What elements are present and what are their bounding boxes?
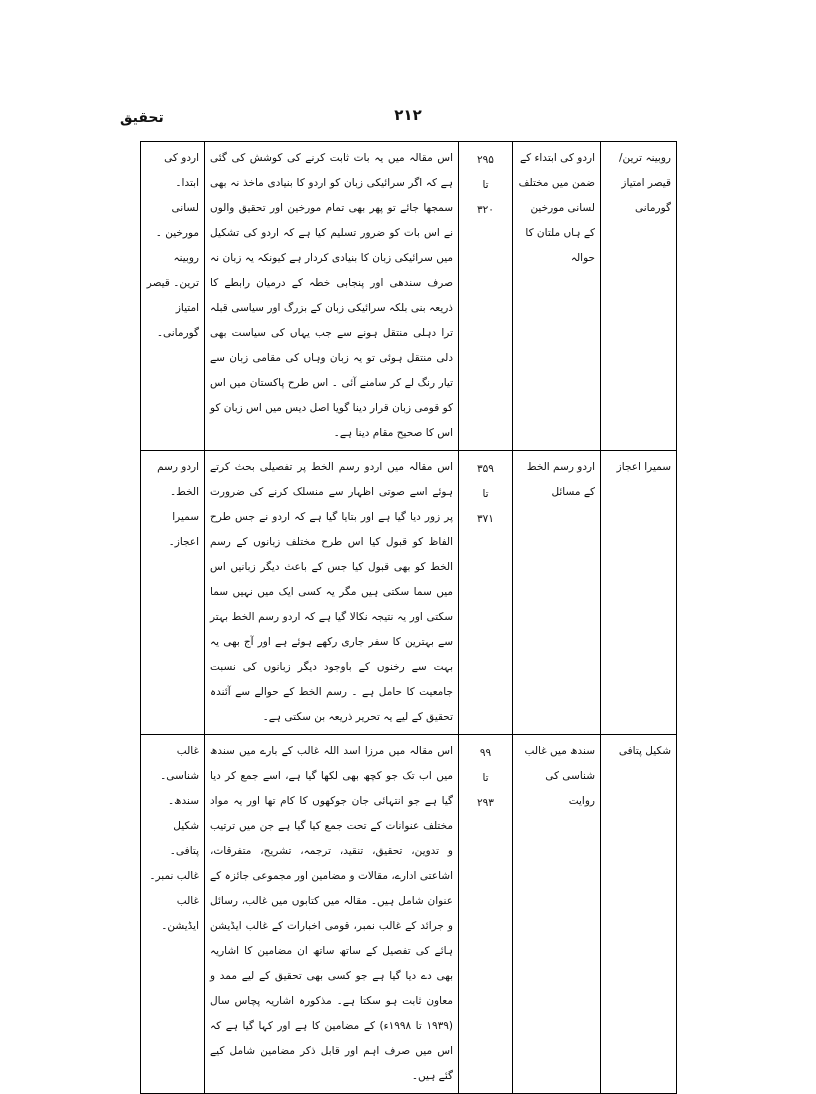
- page-range-separator: تا: [482, 179, 489, 191]
- page-range-cell: [459, 735, 513, 1094]
- page-start: ۹۹: [479, 747, 492, 759]
- author-cell: سمیرا اعجاز: [601, 451, 677, 735]
- page-end: ۲۹۳: [477, 797, 494, 809]
- journal-name: تحقیق: [120, 110, 164, 126]
- page-range-separator: تا: [482, 772, 489, 784]
- article-catalog-table: [140, 141, 677, 1094]
- summary-cell: اس مقالہ میں یہ بات ثابت کرنے کی کوشش کی گئی ہے کہ اگر سرائیکی زبان کو اردو کا بنیادی ماخذ نہ بھی سمجھا جائے تو پھر بھی تمام مورخین اور تحقیق والوں نے اس بات کو ضرور تسلیم کیا ہے کہ اردو کی تشکیل میں سرائیکی زبان کا بنیادی کردار ہے کیونکہ یہ زبان نہ صرف سندھی اور پنجابی خطہ کے درمیان رابطے کا ذریعہ بنی بلکہ سرائیکی زبان کے بزرگ اور سیاسی قبلہ ترا دہلی منتقل ہونے سے جب یہاں کی سیاست بھی دلی منتقل ہوئی تو یہ زبان وہاں کی مقامی زبان سے تیار رنگ لے کر سامنے آئی ۔ اس طرح پاکستان میں اس کو قومی زبان قرار دینا گویا اصل دیس میں اس زبان کو اس کا صحیح مقام دینا ہے۔: [205, 142, 459, 451]
- author-cell: روبینہ ترین/قیصر امتیاز گورمانی: [601, 142, 677, 451]
- summary-cell: اس مقالہ میں مرزا اسد اللہ غالب کے بارے میں سندھ میں اب تک جو کچھ بھی لکھا گیا ہے، اسے جمع کر دیا گیا ہے جو انتہائی جان جوکھوں کا کام تھا اور یہ مواد مختلف عنوانات کے تحت جمع کیا گیا ہے جن میں ترتیب و تدوین، تحقیق، تنقید، ترجمہ، تشریح، متفرقات، اشاعتی ادارے، مقالات و مضامین اور مجموعی جائزہ کے عنوان شامل ہیں۔ مقالہ میں کتابوں میں غالب، رسائل و جرائد کے غالب نمبر، قومی اخبارات کے غالب ایڈیشن ہائے کی تفصیل کے ساتھ ساتھ ان مضامین کا اشاریہ بھی دے دیا گیا ہے جو کسی بھی تحقیق کے لیے ممد و معاون ثابت ہو سکتا ہے۔ مذکورہ اشاریہ پچاس سال (۱۹۳۹ تا ۱۹۹۸ء) کے مضامین کا ہے اور کہا گیا ہے کہ اس میں صرف اہم اور قابل ذکر مضامین شامل کیے گئے ہیں۔: [205, 735, 459, 1094]
- keywords-cell: اردو رسم الخط۔ سمیرا اعجاز۔: [141, 451, 205, 735]
- page-number: ۲۱۲: [394, 106, 422, 124]
- keywords-cell: غالب شناسی۔ سندھ۔ شکیل پتافی۔ غالب نمبر۔ غالب ایڈیشن۔: [141, 735, 205, 1094]
- page-range-cell: [459, 451, 513, 735]
- author-cell: شکیل پتافی: [601, 735, 677, 1094]
- article-title-cell: اردو رسم الخط کے مسائل: [513, 451, 601, 735]
- page-end: ۳۷۱: [477, 513, 494, 525]
- article-title-cell: اردو کی ابتداء کے ضمن میں مختلف لسانی مورخین کے ہاں ملتان کا حوالہ: [513, 142, 601, 451]
- article-title-cell: سندھ میں غالب شناسی کی روایت: [513, 735, 601, 1094]
- page-start: ۲۹۵: [477, 154, 494, 166]
- keywords-cell: اردو کی ابتدا۔ لسانی مورخین ۔ روبینہ ترین۔ قیصر امتیاز گورمانی۔: [141, 142, 205, 451]
- table-row: [141, 451, 677, 735]
- summary-cell: اس مقالہ میں اردو رسم الخط پر تفصیلی بحث کرتے ہوئے اسے صوتی اظہار سے منسلک کرنے کی ضرورت پر زور دیا گیا ہے اور بتایا گیا ہے کہ اردو نے جس طرح الفاظ کو قبول کیا اس طرح مختلف زبانوں کے رسم الخط کو بھی قبول کیا جس کے باعث دیگر زبانیں اس میں سما سکتی ہیں مگر یہ کسی ایک میں نہیں سما سکتی اور یہ نتیجہ نکالا گیا ہے کہ اردو رسم الخط بہتر سے بہترین کا سفر جاری رکھے ہوئے ہے اور آج بھی یہ بہت سے رخنوں کے باوجود دیگر زبانوں کی نسبت جامعیت کا حامل ہے ۔ رسم الخط کے حوالے سے آئندہ تحقیق کے لیے یہ تحریر ذریعہ بن سکتی ہے۔: [205, 451, 459, 735]
- page-range-cell: [459, 142, 513, 451]
- page-range-separator: تا: [482, 488, 489, 500]
- table-row: [141, 735, 677, 1094]
- page-end: ۳۲۰: [477, 204, 494, 216]
- table-row: [141, 142, 677, 451]
- page-start: ۳۵۹: [477, 463, 494, 475]
